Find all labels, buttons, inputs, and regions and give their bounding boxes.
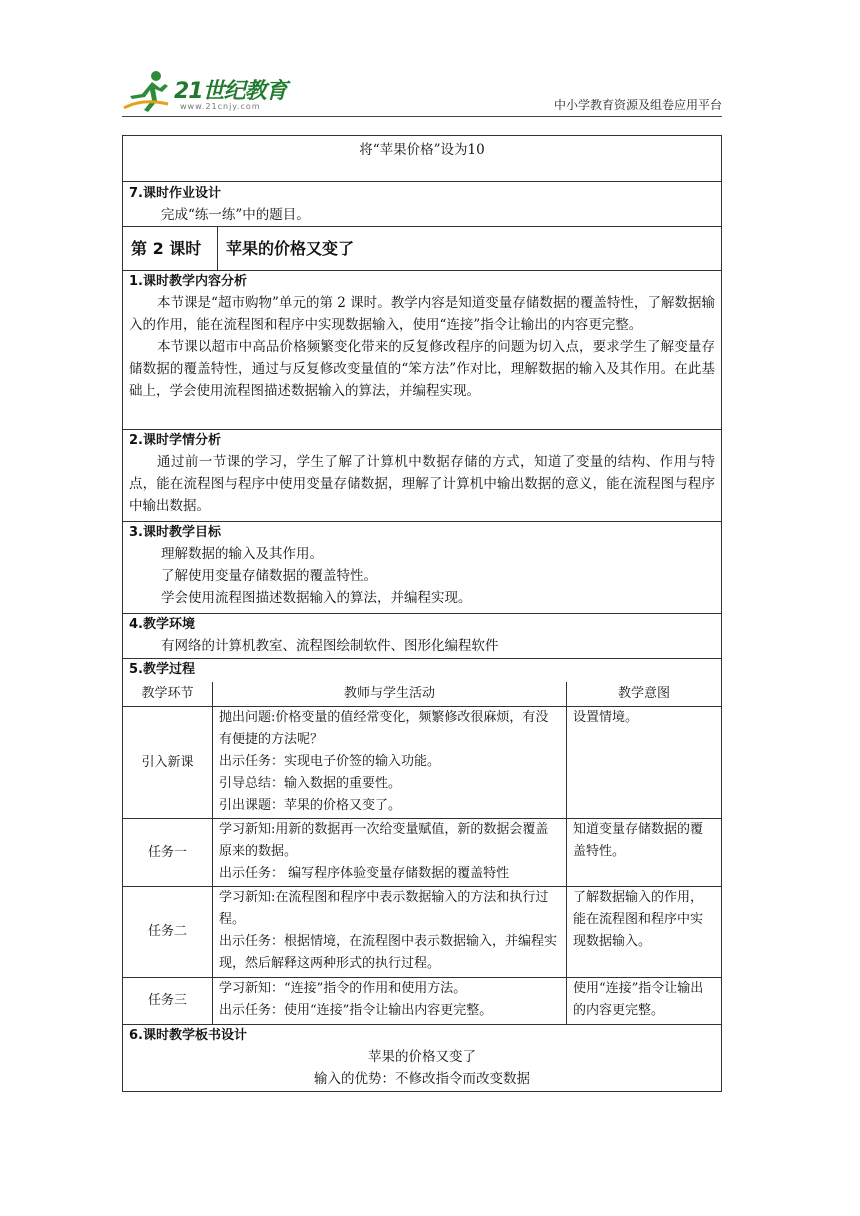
section-3 — [123, 522, 721, 614]
section-2-title: 2.课时学情分析 — [129, 433, 221, 448]
runner-logo-icon — [122, 68, 174, 114]
section-1 — [123, 271, 721, 430]
section-4-text: 有网络的计算机教室、流程图绘制软件、图形化编程软件 — [161, 638, 499, 654]
process-table-header — [123, 682, 721, 707]
activity-line: 学习新知：“连接”指令的作用和使用方法。 — [219, 981, 467, 996]
header-divider — [122, 116, 722, 117]
section-7-title: 7.课时作业设计 — [129, 186, 221, 201]
phase-cell: 任务二 — [123, 887, 213, 978]
section-2 — [123, 430, 721, 522]
activity-cell — [213, 978, 567, 1024]
section-5 — [123, 659, 721, 682]
section-4-title: 4.教学环境 — [129, 617, 195, 632]
logo-url: www.21cnjy.com — [180, 102, 261, 111]
activity-line: 引导总结：输入数据的重要性。 — [219, 776, 402, 791]
table-row — [123, 978, 721, 1024]
header-intent: 教学意图 — [567, 682, 722, 707]
intent-cell: 设置情境。 — [567, 707, 722, 819]
section-7 — [123, 182, 721, 227]
goal-item: 学会使用流程图描述数据输入的算法，并编程实现。 — [161, 590, 472, 606]
board-line-1: 苹果的价格又变了 — [368, 1048, 476, 1065]
goal-item: 了解使用变量存储数据的覆盖特性。 — [161, 568, 377, 584]
section-7-text: 完成“练一练”中的题目。 — [161, 207, 310, 223]
lesson-number: 第 2 课时 — [123, 227, 218, 270]
process-table-wrap — [123, 682, 721, 1025]
top-row — [123, 136, 721, 182]
page-header — [122, 66, 722, 118]
activity-cell — [213, 819, 567, 887]
section-1-para-1: 本节课是“超市购物”单元的第 2 课时。教学内容是知道变量存储数据的覆盖特性，了解数据输入的作用，能在流程图和程序中实现数据输入，使用“连接”指令让输出的内容更完整。 — [129, 295, 715, 333]
activity-line: 出示任务：实现电子价签的输入功能。 — [219, 754, 441, 769]
phase-cell: 任务三 — [123, 978, 213, 1024]
section-2-para: 通过前一节课的学习，学生了解了计算机中数据存储的方式，知道了变量的结构、作用与特点，能在流程图与程序中使用变量存储数据，理解了计算机中输出数据的意义，能在流程图与程序中输出数据。 — [129, 454, 715, 514]
board-line-2: 输入的优势：不修改指令而改变数据 — [314, 1070, 530, 1087]
top-row-text: 将“苹果价格”设为10 — [359, 142, 485, 158]
intent-cell: 知道变量存储数据的覆盖特性。 — [567, 819, 722, 887]
phase-cell: 引入新课 — [123, 707, 213, 819]
activity-line: 抛出问题:价格变量的值经常变化，频繁修改很麻烦，有没有便捷的方法呢？ — [219, 710, 549, 747]
section-1-title: 1.课时教学内容分析 — [129, 274, 247, 289]
activity-line: 学习新知:用新的数据再一次给变量赋值，新的数据会覆盖原来的数据。 — [219, 822, 549, 859]
header-phase: 教学环节 — [123, 682, 213, 707]
section-1-para-2: 本节课以超市中高品价格频繁变化带来的反复修改程序的问题为切入点，要求学生了解变量存储数据的覆盖特性，通过与反复修改变量值的“笨方法”作对比，理解数据的输入及其作用。在此基础上，学会使用流程图描述数据输入的算法，并编程实现。 — [129, 339, 715, 399]
activity-line: 学习新知:在流程图和程序中表示数据输入的方法和执行过程。 — [219, 890, 549, 927]
section-3-title: 3.课时教学目标 — [129, 525, 221, 540]
phase-cell: 任务一 — [123, 819, 213, 887]
activity-cell — [213, 707, 567, 819]
activity-cell — [213, 887, 567, 978]
section-4 — [123, 614, 721, 659]
lesson-header — [123, 227, 721, 271]
header-tagline: 中小学教育资源及组卷应用平台 — [553, 98, 722, 112]
logo-text: 21世纪教育 — [174, 79, 287, 104]
activity-line: 出示任务： 编写程序体验变量存储数据的覆盖特性 — [219, 866, 510, 881]
lesson-plan-table — [122, 135, 722, 1092]
logo — [122, 66, 362, 116]
activity-line: 引出课题：苹果的价格又变了。 — [219, 798, 402, 813]
table-row — [123, 887, 721, 978]
table-row — [123, 707, 721, 819]
section-6-title: 6.课时教学板书设计 — [129, 1027, 247, 1043]
goal-item: 理解数据的输入及其作用。 — [161, 546, 323, 562]
section-6 — [123, 1025, 721, 1091]
activity-line: 出示任务：根据情境，在流程图中表示数据输入，并编程实现，然后解释这两种形式的执行过程。 — [219, 934, 558, 971]
header-activity: 教师与学生活动 — [213, 682, 567, 707]
lesson-title: 苹果的价格又变了 — [226, 239, 355, 258]
intent-cell: 使用“连接”指令让输出的内容更完整。 — [567, 978, 722, 1024]
section-5-title: 5.教学过程 — [129, 662, 195, 677]
intent-cell: 了解数据输入的作用，能在流程图和程序中实现数据输入。 — [567, 887, 722, 978]
process-table — [123, 682, 721, 1024]
activity-line: 出示任务：使用“连接”指令让输出内容更完整。 — [219, 1003, 493, 1018]
table-row — [123, 819, 721, 887]
